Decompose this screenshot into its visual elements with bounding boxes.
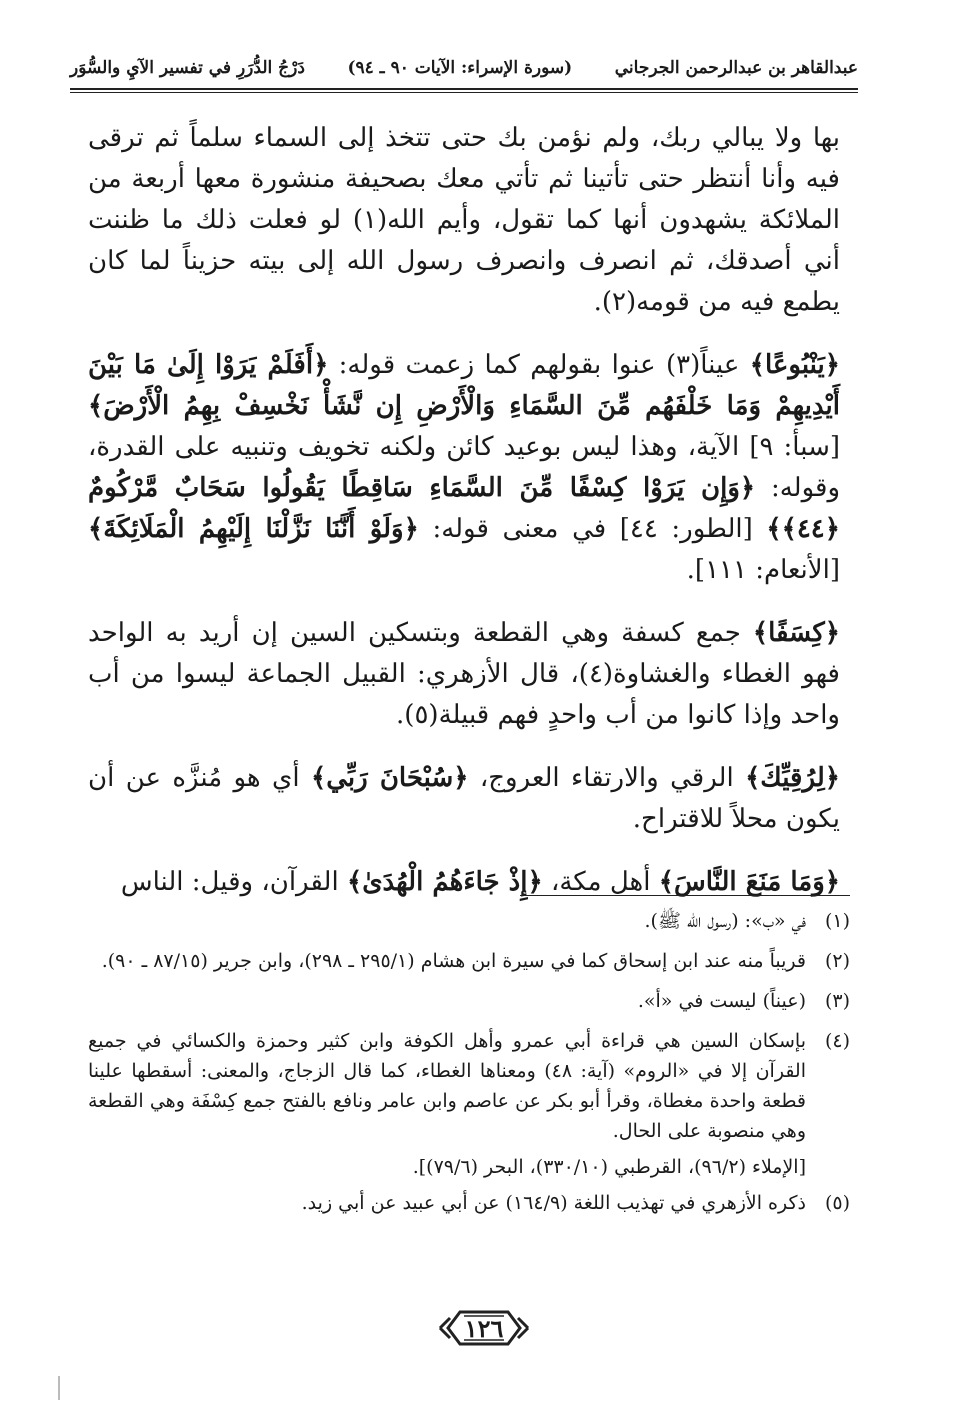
quran-term-liruqiyyik: ﴿لِرُقِيِّكَ﴾ [745, 763, 840, 793]
header-section: (سورة الإسراء: الآيات ٩٠ ـ ٩٤) [347, 58, 573, 78]
header-author: عبدالقاهر بن عبدالرحمن الجرجاني [614, 58, 858, 78]
page-number: ١٢٦ [464, 1313, 504, 1343]
footnote-4-references: [الإملاء (٩٦/٢)، القرطبي (٣٣٠/١٠)، البحر (٧٩/٦)]. [412, 1156, 806, 1178]
footnote-text: في «ب»: (رسول الله ﷺ). [644, 910, 806, 932]
footnote-number: (٢) [824, 950, 850, 972]
footnote-2 [88, 946, 850, 976]
paragraph-2-text-c: [الطور: ٤٤] في معنى قوله: [418, 514, 767, 544]
footnote-number: (٥) [824, 1192, 850, 1214]
header-book-title: دَرْجُ الدُّرَرِ في تفسير الآيِ والسُّوَر [70, 58, 305, 78]
paragraph-3 [88, 613, 840, 736]
paragraph-4-text-b: أي هو مُنزَّه عن أن يكون محلاً للاقتراح. [88, 763, 840, 834]
quran-verse-anam: ﴿وَلَوْ أَنَّنَا نَزَّلْنَا إِلَيْهِمُ الْمَلَائِكَةَ﴾ [88, 514, 419, 544]
footnote-number: (٣) [824, 990, 850, 1012]
paragraph-4-text-a: الرقي والارتقاء العروج، [468, 763, 746, 793]
scan-margin-mark [58, 1376, 60, 1400]
quran-verse-tur: ﴿وَإِن يَرَوْا كِسْفًا مِّنَ السَّمَاءِ سَاقِطًا يَقُولُوا سَحَابٌ مَّرْكُومٌ ﴿٤٤﴾﴾ [88, 473, 840, 544]
quran-verse-saba: ﴿أَفَلَمْ يَرَوْا إِلَىٰ مَا بَيْنَ أَيْدِيهِمْ وَمَا خَلْفَهُم مِّنَ السَّمَاءِ وَالْأَرْضِ إِن نَّشَأْ نَخْسِفْ بِهِمُ الْأَرْضَ﴾ [88, 350, 840, 421]
footnote-number: (١) [824, 910, 850, 932]
page-number-ornament [438, 1306, 530, 1350]
paragraph-1: بها ولا يبالي ربك، ولم نؤمن بك حتى تتخذ إلى السماء سلماً ثم ترقى فيه وأنا أنتظر حتى تأتينا ثم تأتي معك بصحيفة منشورة معها أربعة من الملائكة يشهدون أنها كما تقول، وأيم الله(١) لو فعلت ذلك ما ظننت أني أصدقك، ثم انصرف وانصرف رسول الله إلى بيته حزيناً لما كان يطمع فيه من قومه(٢). [88, 123, 841, 317]
quran-term-subhana: ﴿سُبْحَانَ رَبِّي﴾ [310, 763, 469, 793]
paragraph-3-text: جمع كسفة وهي القطعة وبتسكين السين إن أريد به الواحد فهو الغطاء والغشاوة(٤)، قال الأزهري: القبيل الجماعة ليسوا من أب واحد وإذا كانوا من أب واحدٍ فهم قبيلة(٥). [88, 618, 840, 730]
paragraph-2 [88, 345, 840, 591]
paragraph-5 [88, 862, 840, 903]
header-rule-thin [70, 92, 858, 93]
footnote-5 [88, 1188, 850, 1218]
footnote-4 [88, 1026, 850, 1146]
paragraph-5-text-b: القرآن، وقيل: الناس [120, 867, 347, 897]
footnotes [88, 906, 850, 1228]
footnote-number: (٤) [824, 1030, 850, 1052]
paragraph-4 [88, 758, 840, 840]
paragraph-2-text-d: [الأنعام: ١١١]. [686, 555, 840, 585]
footnote-3 [88, 986, 850, 1016]
paragraph-2-text-a: عيناً(٣) عنوا بقولهم كما زعمت قوله: [328, 350, 750, 380]
footnote-text: قريباً منه عند ابن إسحاق كما في سيرة ابن هشام (٢٩٥/١ ـ ٢٩٨)، وابن جرير (٨٧/١٥ ـ ٩٠). [101, 950, 806, 972]
footnote-text: ذكره الأزهري في تهذيب اللغة (١٦٤/٩) عن أبي عبيد عن أبي زيد. [301, 1192, 806, 1214]
quran-term-kisafan: ﴿كِسَفًا﴾ [752, 618, 840, 648]
main-text [88, 118, 840, 925]
paragraph-2-text-b: [سبأ: ٩] الآية، وهذا ليس بوعيد كائن ولكنه تخويف وتنبيه على القدرة، وقوله: [88, 432, 840, 503]
footnote-text: (عيناً) ليست في «أ». [637, 990, 806, 1012]
header-rule [70, 88, 858, 90]
footnote-separator [520, 895, 850, 896]
footnote-text: بإسكان السين هي قراءة أبي عمرو وأهل الكوفة وابن كثير وحمزة والكسائي في جميع القرآن إلا في «الروم» (آية: ٤٨) ومعناها الغطاء، كما قال الزجاج، والمعنى: أسقطها علينا قطعة واحدة مغطاة، وقرأ أبو بكر عن عاصم وابن عامر ونافع بالفتح جمع كِسْفَة وهي القطعة وهي منصوبة على الحال. [88, 1030, 807, 1142]
quran-term-wama-mana: ﴿وَمَا مَنَعَ النَّاسَ﴾ [658, 867, 840, 897]
quran-term-idh-jaahum: ﴿إِذْ جَاءَهُمُ الْهُدَىٰ﴾ [346, 867, 543, 897]
running-header [70, 52, 858, 84]
paragraph-5-text-a: أهل مكة، [542, 867, 659, 897]
footnote-1 [88, 906, 850, 936]
quran-term-yanbuan: ﴿يَنْبُوعًا﴾ [749, 350, 840, 380]
